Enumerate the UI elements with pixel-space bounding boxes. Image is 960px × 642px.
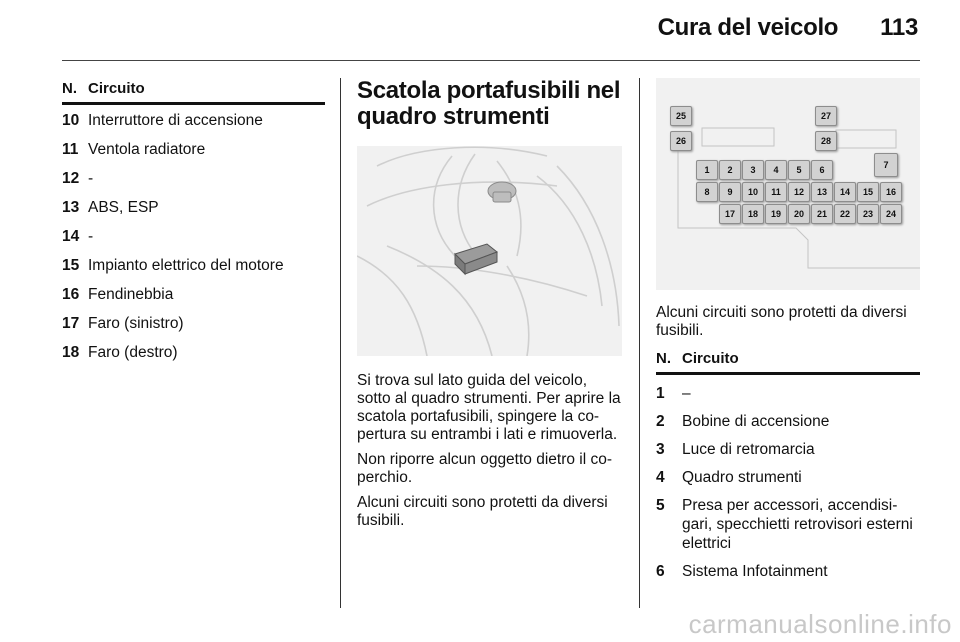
fuse-10: 10 (742, 182, 764, 202)
table-row (656, 384, 920, 403)
fuse-number: 1 (656, 385, 665, 402)
middle-column (357, 78, 622, 537)
right-column (656, 78, 920, 581)
fuse-number: 18 (62, 344, 80, 361)
col-circuit-header: Circuito (88, 79, 145, 97)
fuse-13: 13 (811, 182, 833, 202)
fuse-number: 10 (62, 112, 80, 129)
fuse-circuit: Interruttore di accensione (88, 112, 263, 129)
page-header (600, 14, 918, 42)
fuse-number: 11 (62, 141, 79, 158)
table-row (62, 251, 325, 280)
table-row (62, 338, 325, 367)
fuse-circuit: Quadro strumenti (682, 469, 802, 486)
fuse-number: 3 (656, 441, 665, 458)
fuse-6: 6 (811, 160, 833, 180)
fuse-number: 17 (62, 315, 80, 332)
steering-column-drawing (357, 146, 622, 356)
fuse-2: 2 (719, 160, 741, 180)
fuse-14: 14 (834, 182, 856, 202)
table-row (62, 135, 325, 164)
fuse-circuit: Fendinebbia (88, 286, 174, 303)
fuse-26: 26 (670, 131, 692, 151)
dashboard-illustration (357, 146, 622, 356)
table-row (62, 222, 325, 251)
col-circuit-header: Circuito (682, 349, 739, 367)
fuse-27: 27 (815, 106, 837, 126)
page-number: 113 (880, 14, 918, 41)
table-row (62, 193, 325, 222)
table-row (656, 468, 920, 487)
fuse-21: 21 (811, 204, 833, 224)
table-header-rule (656, 372, 920, 375)
fuse-23: 23 (857, 204, 879, 224)
fuse-22: 22 (834, 204, 856, 224)
fuse-circuit: Bobine di accensione (682, 413, 830, 430)
fuse-8: 8 (696, 182, 718, 202)
fuse-number: 5 (656, 497, 665, 514)
fuse-16: 16 (880, 182, 902, 202)
fuse-1: 1 (696, 160, 718, 180)
left-fuse-table (62, 78, 325, 367)
table-row (62, 106, 325, 135)
header-rule (62, 60, 920, 61)
fuse-number: 6 (656, 563, 665, 580)
table-header-rule (62, 102, 325, 105)
fuse-circuit: ABS, ESP (88, 199, 159, 216)
fuse-17: 17 (719, 204, 741, 224)
fuse-25: 25 (670, 106, 692, 126)
fuse-9: 9 (719, 182, 741, 202)
location-paragraph: Si trova sul lato guida del veicolo, sotto al quadro strumenti. Per aprire la scatola portafusibili, spingere la co-pertura su entrambi i lati e rimuoverla. (357, 372, 621, 443)
section-heading-line1: Scatola portafusibili nel (357, 77, 621, 104)
fuse-circuit: - (88, 228, 94, 245)
section-title-header: Cura del veicolo (657, 14, 839, 41)
fuse-7: 7 (874, 153, 898, 177)
fuse-box-diagram (656, 78, 920, 290)
table-row (656, 412, 920, 431)
fuse-5: 5 (788, 160, 810, 180)
fuse-4: 4 (765, 160, 787, 180)
table-row (62, 164, 325, 193)
fuse-circuit: - (88, 170, 94, 187)
table-header (656, 348, 920, 368)
warning-paragraph: Non riporre alcun oggetto dietro il co-perchio. (357, 451, 613, 486)
note-paragraph: Alcuni circuiti sono protetti da diversi fusibili. (357, 494, 608, 529)
table-row (62, 280, 325, 309)
col-n-header: N. (62, 79, 77, 97)
fuse-15: 15 (857, 182, 879, 202)
fuse-circuit: Impianto elettrico del motore (88, 257, 284, 274)
fuse-number: 13 (62, 199, 80, 216)
fuse-28: 28 (815, 131, 837, 151)
table-row (656, 496, 920, 553)
fuse-12: 12 (788, 182, 810, 202)
column-divider-1 (340, 78, 341, 608)
fuse-20: 20 (788, 204, 810, 224)
watermark: carmanualsonline.info (688, 609, 952, 639)
fuse-circuit: – (682, 385, 691, 402)
column-divider-2 (639, 78, 640, 608)
fuse-circuit: Sistema Infotainment (682, 563, 828, 580)
fuse-circuit: Presa per accessori, accendisi-gari, specchietti retrovisori esterni elettrici (682, 497, 913, 552)
fuse-circuit: Ventola radiatore (88, 141, 206, 158)
section-heading (357, 78, 622, 130)
fuse-circuit: Faro (sinistro) (88, 315, 184, 332)
fuse-number: 16 (62, 286, 80, 303)
table-header (62, 78, 325, 98)
fuse-number: 2 (656, 413, 665, 430)
section-heading-line2: quadro strumenti (357, 103, 550, 130)
fuse-number: 12 (62, 170, 80, 187)
fuse-11: 11 (765, 182, 787, 202)
fuse-18: 18 (742, 204, 764, 224)
fuse-19: 19 (765, 204, 787, 224)
table-row (62, 309, 325, 338)
table-row (656, 440, 920, 459)
fuse-number: 4 (656, 469, 665, 486)
fuse-number: 15 (62, 257, 80, 274)
fuse-circuit: Faro (destro) (88, 344, 178, 361)
fuse-number: 14 (62, 228, 80, 245)
fuse-3: 3 (742, 160, 764, 180)
fuse-circuit: Luce di retromarcia (682, 441, 815, 458)
table-row (656, 562, 920, 581)
intro-paragraph: Alcuni circuiti sono protetti da diversi fusibili. (656, 304, 907, 339)
col-n-header: N. (656, 349, 671, 367)
fuse-24: 24 (880, 204, 902, 224)
